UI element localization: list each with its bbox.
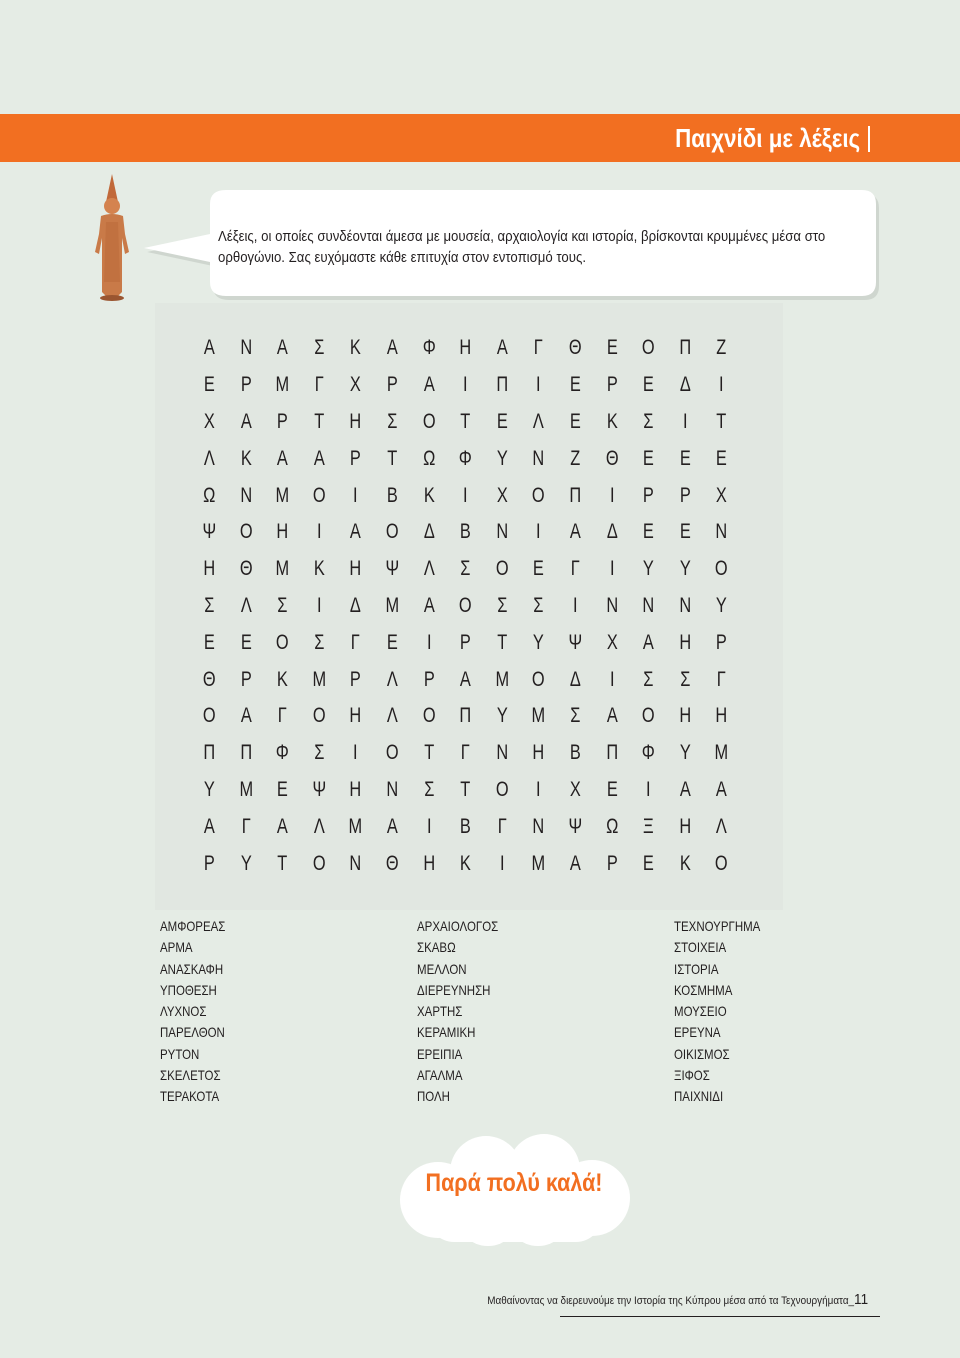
grid-letter: Υ [496,446,508,470]
grid-letter: Ι [316,520,322,544]
grid-letter: Α [277,814,288,838]
grid-letter: Ι [682,409,688,433]
grid-letter: Γ [241,814,251,838]
grid-letter: Μ [495,667,509,691]
grid-letter: Σ [643,409,654,433]
grid-letter: Τ [423,741,434,765]
grid-letter: Υ [642,557,654,581]
grid-letter: Κ [679,851,691,875]
grid-letter: Ν [642,593,655,617]
word-list-item: ΑΓΑΛΜΑ [417,1067,463,1084]
grid-letter: Ρ [203,851,215,875]
grid-letter: Μ [275,373,290,397]
grid-letter: Β [386,483,398,507]
word-list-2 [417,916,498,1108]
grid-letter: Θ [239,557,253,581]
grid-letter: Ο [495,777,509,801]
grid-letter: Υ [496,704,508,728]
grid-letter: Ν [532,814,545,838]
grid-letter: Υ [203,777,215,801]
word-list-item: ΚΕΡΑΜΙΚΗ [417,1024,476,1041]
grid-letter: Ο [312,851,326,875]
grid-letter: Η [349,777,362,801]
grid-letter: Ο [385,741,399,765]
grid-letter: Σ [570,704,581,728]
grid-letter: Η [422,851,435,875]
grid-letter: Ι [609,667,615,691]
grid-letter: Α [423,593,435,617]
grid-letter: Κ [313,557,325,581]
grid-letter: Ι [426,630,432,654]
grid-letter: Σ [277,593,288,617]
grid-letter: Θ [385,851,399,875]
grid-letter: Ι [463,483,468,507]
grid-letter: Ι [609,483,615,507]
grid-letter: Μ [385,593,400,617]
grid-letter: Ζ [716,336,727,360]
grid-letter: Ν [386,777,399,801]
grid-letter: Δ [423,520,435,544]
word-list-item: ΤΕΡΑΚΟΤΑ [160,1088,220,1105]
grid-letter: Ι [353,741,358,765]
grid-letter: Ι [719,373,724,397]
grid-letter: Ω [203,483,216,507]
grid-letter: Ο [385,520,399,544]
grid-letter: Ε [642,851,654,875]
grid-letter: Γ [534,336,544,360]
grid-letter: Α [203,336,215,360]
grid-letter: Ε [606,336,618,360]
grid-letter: Ο [642,336,655,360]
grid-letter: Ν [532,446,545,470]
grid-letter: Ε [642,446,654,470]
grid-letter: Ε [203,373,215,397]
grid-letter: Ο [495,557,509,581]
grid-letter: Λ [240,593,252,617]
grid-letter: Ν [239,336,252,360]
grid-letter: Ν [496,520,508,544]
grid-letter: Ο [312,483,326,507]
grid-letter: Σ [387,409,398,433]
header-banner [0,114,960,162]
grid-letter: Ε [496,409,508,433]
grid-letter: Ι [426,814,432,838]
grid-letter: Ο [422,704,436,728]
grid-letter: Ι [353,483,358,507]
grid-letter: Τ [314,409,325,433]
grid-letter: Π [569,483,582,507]
page-title: Παιχνίδι με λέξεις [674,123,860,153]
grid-letter: Σ [314,336,325,360]
grid-letter: Ι [316,593,322,617]
grid-letter: Α [459,667,471,691]
grid-letter: Α [386,336,398,360]
footer-rule [560,1316,880,1317]
grid-letter: Ι [463,373,468,397]
grid-letter: Π [459,704,472,728]
grid-letter: Ρ [716,630,728,654]
grid-letter: Ρ [606,373,618,397]
grid-letter: Α [277,446,288,470]
word-search-grid [191,330,740,882]
grid-letter: Γ [277,704,287,728]
grid-letter: Ρ [350,446,362,470]
grid-letter: Α [679,777,691,801]
grid-letter: Χ [203,409,215,433]
grid-letter: Ε [569,373,581,397]
grid-letter: Χ [350,373,362,397]
grid-letter: Μ [239,777,253,801]
grid-letter: Ρ [240,667,252,691]
word-list-item: ΟΙΚΙΣΜΟΣ [674,1045,730,1062]
grid-letter: Β [569,741,581,765]
grid-letter: Α [386,814,398,838]
grid-letter: Α [313,446,325,470]
grid-letter: Κ [459,851,471,875]
grid-letter: Κ [350,336,362,360]
grid-letter: Γ [314,373,324,397]
grid-letter: Η [679,630,691,654]
grid-letter: Η [679,814,691,838]
grid-letter: Α [496,336,508,360]
word-list-item: ΣΚΑΒΩ [417,939,456,956]
grid-letter: Ο [422,409,436,433]
grid-letter: Ψ [202,520,217,544]
grid-letter: Η [203,557,216,581]
word-list-item: ΑΜΦΟΡΕΑΣ [160,918,226,934]
grid-letter: Ο [276,630,289,654]
grid-letter: Σ [204,593,215,617]
grid-letter: Α [350,520,362,544]
grid-letter: Η [459,336,472,360]
grid-letter: Ι [536,373,541,397]
word-list-item: ΧΑΡΤΗΣ [417,1003,463,1020]
word-list-item: ΜΕΛΛΟΝ [417,960,467,977]
grid-letter: Ρ [423,667,435,691]
grid-letter: Η [349,409,362,433]
grid-letter: Μ [531,704,546,728]
grid-letter: Ν [496,741,508,765]
grid-letter: Ε [716,446,728,470]
grid-letter: Π [496,373,508,397]
grid-letter: Α [569,851,581,875]
grid-letter: Η [349,557,362,581]
grid-letter: Β [459,814,471,838]
word-list-item: ΡΥΤΟΝ [160,1045,200,1062]
grid-letter: Τ [387,446,398,470]
intro-text: Λέξεις, οι οποίες συνδέονται άμεσα με μουσεία, αρχαιολογία και ιστορία, βρίσκονται κρυμμένες μέσα στο ορθογώνιο. Σας ευχόμαστε κάθε επιτυχία στον εντοπισμό τους. [218,228,826,266]
grid-letter: Χ [606,630,618,654]
grid-letter: Ε [533,557,545,581]
grid-letter: Η [715,704,728,728]
grid-letter: Ε [606,777,618,801]
grid-letter: Χ [569,777,581,801]
grid-letter: Λ [386,704,398,728]
word-list-item: ΜΟΥΣΕΙΟ [674,1003,727,1020]
grid-letter: Ε [642,520,654,544]
grid-letter: Υ [716,593,728,617]
grid-letter: Ε [203,630,215,654]
grid-letter: Λ [533,409,545,433]
grid-letter: Λ [423,557,435,581]
word-list-1 [160,916,225,1108]
word-list-3 [674,916,760,1108]
footer-text: Μαθαίνοντας να διερευνούμε την Ιστορία της Κύπρου μέσα από τα Τεχνουργήματα_ [487,1295,854,1307]
grid-letter: Φ [275,741,290,765]
grid-letter: Σ [460,557,471,581]
grid-letter: Ο [532,483,546,507]
grid-letter: Σ [643,667,654,691]
grid-letter: Υ [679,557,691,581]
grid-letter: Λ [203,446,215,470]
grid-letter: Λ [716,814,728,838]
grid-letter: Ε [240,630,252,654]
word-list-item: ΣΤΟΙΧΕΙΑ [674,939,727,956]
word-list-item: ΕΡΕΙΠΙΑ [417,1045,463,1062]
grid-letter: Γ [717,667,727,691]
word-list-item: ΞΙΦΟΣ [674,1067,710,1084]
grid-letter: Ι [646,777,651,801]
grid-letter: Η [679,704,691,728]
grid-letter: Γ [460,741,470,765]
grid-letter: Μ [348,814,363,838]
word-list-item: ΠΑΙΧΝΙΔΙ [674,1088,724,1105]
grid-letter: Ι [572,593,578,617]
grid-letter: Θ [202,667,216,691]
grid-letter: Ι [499,851,505,875]
word-list-item: ΙΣΤΟΡΙΑ [674,960,719,977]
grid-letter: Ο [202,704,216,728]
grid-letter: Ψ [568,814,583,838]
grid-letter: Τ [460,777,471,801]
word-list-item: ΑΡΜΑ [160,939,193,956]
grid-letter: Α [240,409,252,433]
grid-letter: Φ [641,741,655,765]
grid-letter: Ε [679,446,691,470]
grid-letter: Χ [496,483,508,507]
grid-letter: Α [606,704,618,728]
grid-letter: Υ [533,630,545,654]
grid-letter: Ρ [642,483,654,507]
grid-letter: Ω [422,446,435,470]
grid-letter: Ο [715,557,728,581]
grid-letter: Ρ [606,851,618,875]
grid-letter: Ω [605,814,618,838]
grid-letter: Π [679,336,691,360]
grid-letter: Ι [536,520,541,544]
grid-letter: Ρ [277,409,288,433]
grid-letter: Ν [239,483,252,507]
grid-letter: Σ [679,667,691,691]
grid-letter: Τ [716,409,727,433]
grid-letter: Π [239,741,252,765]
grid-letter: Ν [349,851,362,875]
grid-letter: Κ [277,667,288,691]
grid-letter: Ψ [312,777,326,801]
grid-letter: Π [605,741,618,765]
grid-letter: Ρ [386,373,398,397]
grid-letter: Θ [605,446,619,470]
grid-letter: Φ [422,336,436,360]
word-list-item: ΕΡΕΥΝΑ [674,1024,721,1041]
grid-letter: Μ [312,667,326,691]
word-list-item: ΑΡΧΑΙΟΛΟΓΟΣ [417,918,499,934]
grid-letter: Γ [497,814,507,838]
grid-letter: Δ [606,520,618,544]
word-list-item: ΛΥΧΝΟΣ [160,1003,207,1020]
grid-letter: Ρ [240,373,252,397]
grid-letter: Σ [314,741,325,765]
word-list-item: ΑΝΑΣΚΑΦΗ [160,960,224,977]
grid-letter: Ε [569,409,581,433]
grid-letter: Α [277,336,288,360]
word-list-item: ΤΕΧΝΟΥΡΓΗΜΑ [674,918,761,934]
word-list-item: ΣΚΕΛΕΤΟΣ [160,1067,221,1084]
word-list-item: ΥΠΟΘΕΣΗ [160,981,217,998]
grid-letter: Κ [423,483,435,507]
grid-letter: Β [459,520,471,544]
grid-letter: Σ [533,593,544,617]
grid-letter: Δ [569,667,581,691]
grid-letter: Η [349,704,362,728]
grid-letter: Κ [240,446,252,470]
grid-letter: Ρ [459,630,471,654]
grid-letter: Ν [679,593,691,617]
grid-letter: Ι [609,557,615,581]
title-divider [868,126,870,152]
grid-letter: Τ [277,851,288,875]
grid-letter: Ψ [568,630,583,654]
page-footer [487,1291,868,1308]
grid-letter: Υ [679,741,691,765]
grid-letter: Ε [277,777,288,801]
grid-letter: Μ [275,483,290,507]
grid-letter: Ρ [679,483,691,507]
grid-letter: Ο [239,520,253,544]
grid-letter: Ν [605,593,618,617]
grid-letter: Υ [240,851,252,875]
grid-letter: Ν [715,520,728,544]
grid-letter: Γ [570,557,580,581]
grid-letter: Ζ [570,446,581,470]
grid-letter: Σ [496,593,508,617]
grid-letter: Λ [313,814,325,838]
closing-message: Παρά πολύ καλά! [425,1169,603,1197]
word-list-item: ΚΟΣΜΗΜΑ [674,981,733,998]
figurine-icon [92,172,132,302]
grid-letter: Κ [606,409,618,433]
grid-letter: Ρ [350,667,362,691]
grid-letter: Τ [460,409,471,433]
grid-letter: Μ [714,741,729,765]
grid-letter: Ε [386,630,398,654]
grid-letter: Π [203,741,216,765]
grid-letter: Α [203,814,215,838]
grid-letter: Ο [642,704,655,728]
grid-letter: Ο [532,667,546,691]
grid-letter: Ψ [385,557,400,581]
grid-letter: Ξ [643,814,654,838]
grid-letter: Ε [679,520,691,544]
word-list-item: ΠΟΛΗ [417,1088,450,1105]
grid-letter: Η [532,741,545,765]
grid-letter: Φ [458,446,472,470]
grid-letter: Α [642,630,654,654]
grid-letter: Δ [350,593,362,617]
grid-letter: Α [240,704,252,728]
grid-letter: Λ [386,667,398,691]
grid-letter: Χ [716,483,728,507]
grid-letter: Σ [423,777,434,801]
grid-letter: Ι [536,777,541,801]
grid-letter: Μ [275,557,290,581]
grid-letter: Ο [459,593,472,617]
grid-letter: Δ [679,373,691,397]
word-list-item: ΠΑΡΕΛΘΟΝ [160,1024,225,1041]
grid-letter: Α [716,777,728,801]
grid-letter: Ε [642,373,654,397]
grid-letter: Α [569,520,581,544]
grid-letter: Σ [314,630,325,654]
grid-letter: Η [276,520,289,544]
grid-letter: Τ [497,630,508,654]
grid-letter: Ο [312,704,326,728]
grid-letter: Α [423,373,435,397]
grid-letter: Θ [568,336,582,360]
page-number: 11 [853,1291,868,1308]
grid-letter: Γ [351,630,361,654]
grid-letter: Ο [715,851,728,875]
grid-letter: Μ [531,851,546,875]
word-list-item: ΔΙΕΡΕΥΝΗΣΗ [417,981,491,998]
